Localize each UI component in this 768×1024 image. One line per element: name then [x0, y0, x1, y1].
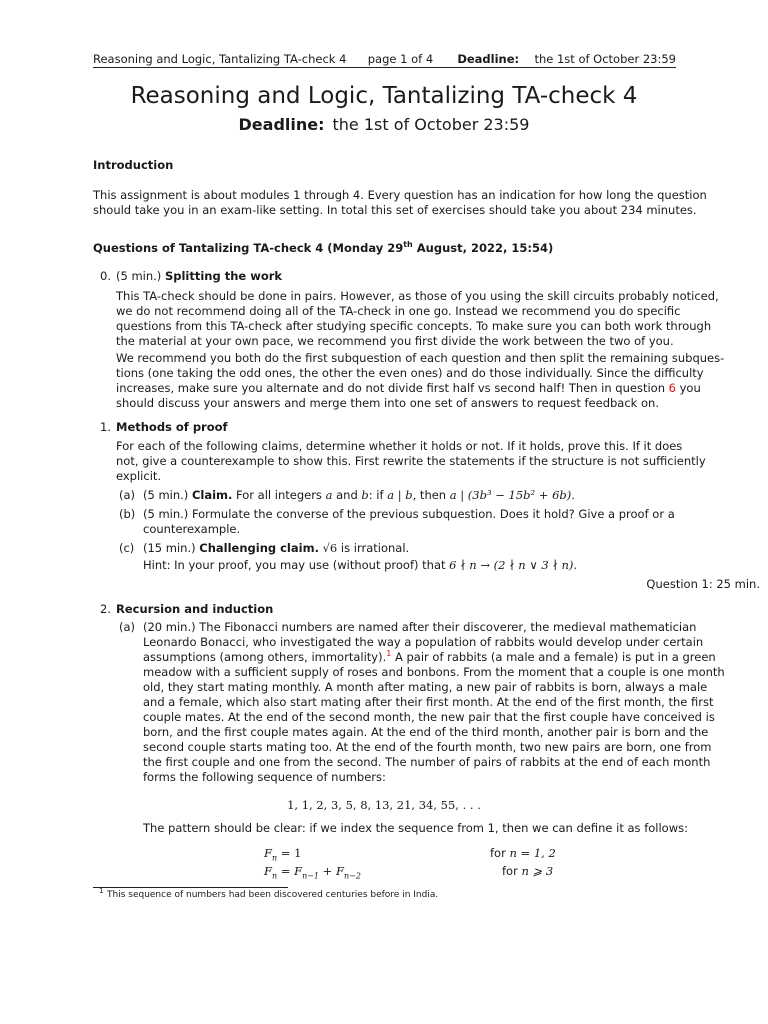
footnote-text: This sequence of numbers had been discovered centuries before in India.: [107, 890, 439, 900]
fib-def-row-1-lhs: [264, 846, 302, 863]
q1c-hint: [143, 558, 577, 572]
q0-p2-line-3: [116, 381, 701, 395]
fibonacci-sequence: 1, 1, 2, 3, 5, 8, 13, 21, 34, 55, . . .: [287, 798, 481, 812]
q1-number: 1.: [100, 420, 111, 434]
fib-def-2-for: for: [502, 864, 522, 878]
q2a-line-3: [143, 650, 716, 664]
fib-def-row-2-cond: [502, 864, 553, 878]
fib-def-row-2-lhs: [264, 864, 361, 881]
q2a-line-8: born, and the first couple mates again. At the end of the third month, another pair is born and the: [143, 725, 709, 739]
fib-def-2-sub1: n−1: [302, 871, 320, 881]
fib-def-1-F: F: [264, 846, 272, 860]
q0-p2-line-1: We recommend you both do the first subquestion of each question and then split the remaining subques-: [116, 351, 725, 365]
q0-title: Splitting the work: [164, 269, 283, 283]
q2a-line-6: and a female, which also start mating after their first month. At the end of the first month, the first: [143, 695, 714, 709]
q1c-text: [143, 541, 409, 555]
q1a-conclusion: a | (3b³ − 15b² + 6b): [449, 488, 572, 502]
q2a-line-7: couple mates. At the end of the second month, the new pair that the first couple have conceived is: [143, 710, 715, 724]
q2a-line-4: meadow with a sufficient supply of roses and bonbons. From the moment that a couple is one month: [143, 665, 725, 679]
footnote-rule: [93, 887, 288, 888]
q1c-label: (c): [119, 541, 135, 555]
q1a-text-3: : if: [368, 488, 388, 502]
q1a-text-1: For all integers: [232, 488, 326, 502]
q2-number: 2.: [100, 602, 111, 616]
q1a-label: (a): [119, 488, 136, 502]
header-deadline-value: the 1st of October 23:59: [534, 52, 676, 66]
q1-intro-line-2: not, give a counterexample to show this. First rewrite the statements if the structure is not sufficiently: [116, 454, 706, 468]
q1a-text-2: and: [332, 488, 362, 502]
q1c-hint-math: 6 ∤ n → (2 ∤ n ∨ 3 ∤ n): [449, 558, 574, 572]
fib-def-row-1-cond: [490, 846, 556, 860]
q0-p1-line-4: the material at your own pace, we recommend you first divide the work between the two of you.: [116, 334, 674, 348]
fib-def-2-condition: n ⩾ 3: [521, 864, 554, 878]
header-left: [93, 52, 433, 66]
document-subtitle: [0, 115, 768, 134]
intro-line-1: This assignment is about modules 1 through 4. Every question has an indication for how long the question: [93, 188, 707, 202]
q1c-time: (15 min.): [143, 541, 196, 555]
q1a-var-a: a: [325, 488, 333, 502]
q1b-line-1: (5 min.) Formulate the converse of the previous subquestion. Does it hold? Give a proof or a: [143, 507, 675, 521]
subtitle-deadline-label: Deadline:: [238, 115, 325, 134]
q0-p1-line-2: we do not recommend doing all of the TA-check in one go. Instead we recommend you do specific: [116, 304, 681, 318]
q1c-hint-end: .: [573, 558, 578, 572]
q0-time: (5 min.): [116, 269, 162, 283]
q2a-line-1: (20 min.) The Fibonacci numbers are named after their discoverer, the medieval mathematician: [143, 620, 697, 634]
intro-line-2: should take you in an exam-like setting. In total this set of exercises should take you about 234 minutes.: [93, 203, 697, 217]
questions-heading: [93, 241, 553, 255]
header-right: [457, 52, 676, 66]
fib-def-1-sub: n: [271, 853, 278, 863]
q1-total-time: Question 1: 25 min.: [646, 577, 760, 591]
q2a-line-5: old, they start mating monthly. A month after mating, a new pair of rabbits is born, always a male: [143, 680, 708, 694]
q2-title: Recursion and induction: [116, 602, 274, 616]
q2a-line-3-text-a: assumptions (among others, immortality).: [143, 650, 387, 664]
fib-def-2-sub: n: [271, 871, 278, 881]
document-title: Reasoning and Logic, Tantalizing TA-check 4: [130, 83, 638, 109]
header-course-title: Reasoning and Logic, Tantalizing TA-check 4: [93, 52, 347, 66]
fib-def-2-sub2: n−2: [343, 871, 361, 881]
subtitle-deadline-value: the 1st of October 23:59: [332, 115, 530, 134]
q1c-claim-label: Challenging claim.: [199, 541, 319, 555]
q2a-line-11: forms the following sequence of numbers:: [143, 770, 386, 784]
q1b-line-2: counterexample.: [143, 522, 241, 536]
q0-p2-line-4: should discuss your answers and merge them into one set of answers to request feedback on.: [116, 396, 659, 410]
fib-def-1-for: for: [490, 846, 510, 860]
q1c-hint-text: Hint: In your proof, you may use (without proof) that: [143, 558, 450, 572]
questions-heading-sup: th: [403, 240, 413, 250]
footnote-1-link[interactable]: 1: [386, 649, 392, 659]
running-header: [93, 51, 676, 68]
q1-intro-line-3: explicit.: [116, 469, 162, 483]
q0-p2-line-3-text-b: you: [675, 381, 701, 395]
q0-p1-line-1: This TA-check should be done in pairs. However, as those of you using the skill circuits probably noticed,: [116, 289, 719, 303]
q0-p2-line-3-text-a: increases, make sure you alternate and do not divide first half vs second half! Then in question: [116, 381, 669, 395]
intro-heading: Introduction: [93, 158, 174, 172]
q2a-label: (a): [119, 620, 136, 634]
q1a-claim-label: Claim.: [191, 488, 233, 502]
footnote: [99, 887, 439, 900]
q0-p1-line-3: questions from this TA-check after studying specific concepts. To make sure you can both work through: [116, 319, 712, 333]
questions-heading-suffix: August, 2022, 15:54): [412, 241, 554, 255]
fib-def-1-condition: n = 1, 2: [509, 846, 556, 860]
q0-p2-line-2: tions (one taking the odd ones, the other the even ones) and do those individually. Since the difficulty: [116, 366, 704, 380]
header-deadline-label: Deadline:: [457, 52, 520, 66]
q1c-sqrt: √6: [322, 541, 338, 555]
q1-title: Methods of proof: [116, 420, 228, 434]
fib-def-1-rhs: = 1: [277, 846, 302, 860]
q2a-line-3-text-b: A pair of rabbits (a male and a female) is put in a green: [391, 650, 716, 664]
q1c-claim-text: is irrational.: [337, 541, 410, 555]
fib-def-2-plus: + F: [319, 864, 344, 878]
q1a-text-4: , then: [412, 488, 450, 502]
q1a-var-b: b: [361, 488, 369, 502]
q1-intro-line-1: For each of the following claims, determine whether it holds or not. If it holds, prove this. If it does: [116, 439, 683, 453]
q2a-pattern: The pattern should be clear: if we index the sequence from 1, then we can define it as follows:: [143, 821, 688, 835]
q1a-text: [143, 488, 575, 502]
footnote-mark: 1: [99, 887, 104, 895]
q0-heading: [116, 269, 282, 283]
header-page-number: page 1 of 4: [367, 52, 434, 66]
q1a-condition: a | b: [387, 488, 413, 502]
q1a-time: (5 min.): [143, 488, 189, 502]
q2a-line-9: second couple starts mating too. At the end of the fourth month, two new pairs are born, one from: [143, 740, 712, 754]
fib-def-2-F: F: [264, 864, 272, 878]
questions-heading-prefix: Questions of Tantalizing TA-check 4 (Monday 29: [93, 241, 404, 255]
question-6-link[interactable]: 6: [668, 381, 676, 395]
q2a-line-10: the first couple and one from the second. The number of pairs of rabbits at the end of each month: [143, 755, 711, 769]
fib-def-2-eq: = F: [277, 864, 303, 878]
q1b-label: (b): [119, 507, 136, 521]
q0-number: 0.: [100, 269, 111, 283]
q2a-line-2: Leonardo Bonacci, who investigated the way a population of rabbits would develop under certain: [143, 635, 704, 649]
q1a-end: .: [571, 488, 575, 502]
